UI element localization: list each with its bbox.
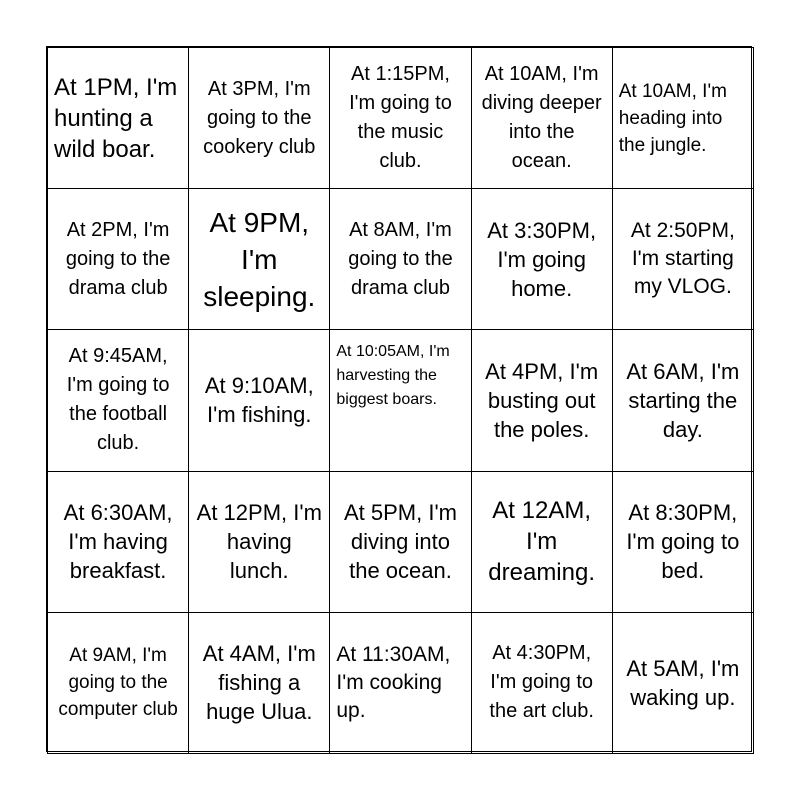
bingo-cell[interactable]: [471, 188, 613, 330]
cell-text: At 2PM, I'm going to the drama club: [65, 218, 171, 299]
cell-text: At 3:30PM, I'm going home.: [487, 217, 597, 301]
bingo-cell[interactable]: [471, 471, 613, 613]
bingo-cell[interactable]: [188, 329, 330, 471]
bingo-cell[interactable]: [47, 47, 189, 189]
cell-text: At 6AM, I'm starting the day.: [626, 358, 740, 442]
bingo-cell[interactable]: [329, 47, 471, 189]
cell-text: At 1:15PM, I'm going to the music club.: [349, 63, 452, 173]
cell-text: At 5PM, I'm diving into the ocean.: [343, 500, 457, 584]
cell-text: At 1PM, I'm hunting a wild boar.: [54, 73, 178, 163]
cell-text: At 5AM, I'm waking up.: [626, 655, 740, 710]
cell-text: At 8:30PM, I'm going to bed.: [626, 500, 740, 584]
bingo-cell[interactable]: [612, 329, 754, 471]
bingo-cell[interactable]: [329, 188, 471, 330]
cell-text: At 9:45AM, I'm going to the football club.: [66, 345, 170, 455]
bingo-cell[interactable]: [471, 329, 613, 471]
bingo-cell[interactable]: [329, 329, 471, 471]
cell-text: At 9AM, I'm going to the computer club: [58, 645, 178, 721]
bingo-cell[interactable]: [329, 471, 471, 613]
bingo-cell[interactable]: [612, 612, 754, 754]
bingo-cell[interactable]: [188, 188, 330, 330]
bingo-board: [46, 46, 752, 752]
bingo-cell[interactable]: [188, 612, 330, 754]
cell-text: At 12AM, I'm dreaming.: [488, 497, 596, 587]
cell-text: At 4PM, I'm busting out the poles.: [485, 358, 599, 442]
cell-text: At 4:30PM, I'm going to the art club.: [489, 642, 594, 723]
bingo-cell[interactable]: [612, 47, 754, 189]
bingo-cell[interactable]: [47, 329, 189, 471]
bingo-cell[interactable]: [471, 47, 613, 189]
bingo-cell[interactable]: [612, 471, 754, 613]
cell-text: At 8AM, I'm going to the drama club: [348, 218, 453, 299]
bingo-cell[interactable]: [188, 471, 330, 613]
cell-text: At 9PM, I'm sleeping.: [203, 206, 316, 312]
cell-text: At 10:05AM, I'm harvesting the biggest boars.: [336, 343, 450, 409]
cell-text: At 10AM, I'm heading into the jungle.: [618, 80, 727, 156]
bingo-cell[interactable]: [471, 612, 613, 754]
cell-text: At 4AM, I'm fishing a huge Ulua.: [202, 641, 316, 725]
cell-text: At 6:30AM, I'm having breakfast.: [63, 500, 173, 584]
cell-text: At 10AM, I'm diving deeper into the ocean.: [481, 63, 602, 173]
cell-text: At 2:50PM, I'm starting my VLOG.: [630, 219, 735, 299]
cell-text: At 9:10AM, I'm fishing.: [204, 373, 314, 428]
bingo-cell[interactable]: [329, 612, 471, 754]
bingo-cell[interactable]: [47, 471, 189, 613]
bingo-cell[interactable]: [47, 612, 189, 754]
bingo-cell[interactable]: [612, 188, 754, 330]
cell-text: At 12PM, I'm having lunch.: [196, 500, 322, 584]
cell-text: At 11:30AM, I'm cooking up.: [336, 642, 451, 722]
cell-text: At 3PM, I'm going to the cookery club: [203, 77, 316, 158]
bingo-cell[interactable]: [188, 47, 330, 189]
bingo-cell[interactable]: [47, 188, 189, 330]
